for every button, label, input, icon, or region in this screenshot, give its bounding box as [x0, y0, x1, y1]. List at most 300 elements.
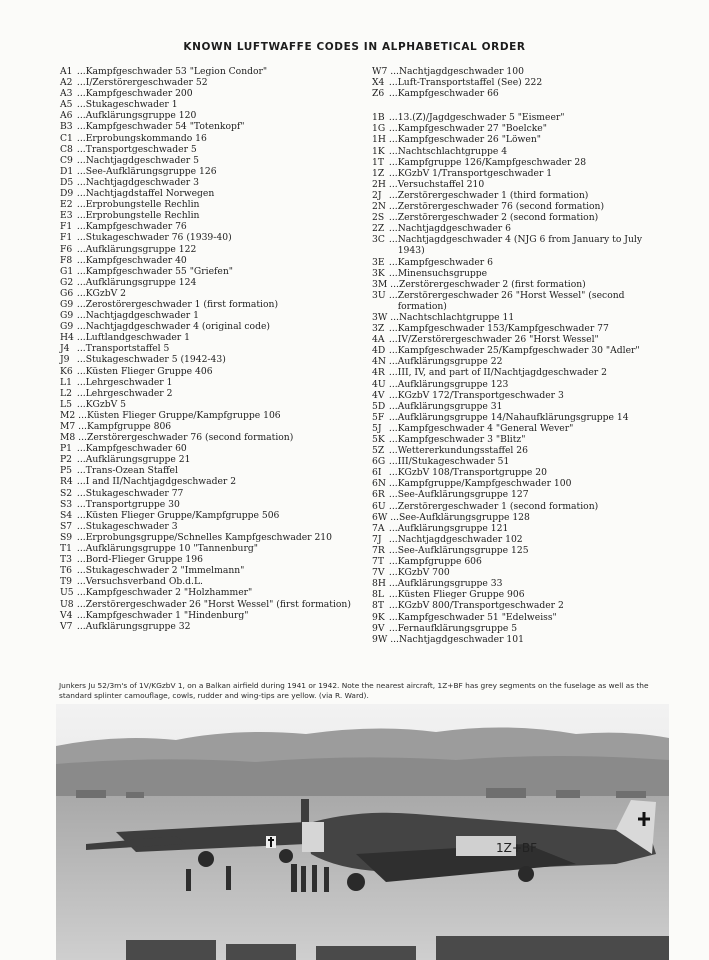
unit-name: Küsten Flieger Gruppe 906: [397, 589, 525, 601]
code-separator: ...: [386, 378, 398, 390]
code-separator: ...: [74, 276, 86, 288]
code-entry: [372, 467, 670, 478]
unit-name: Nachtjagdgeschwader 3: [85, 176, 199, 188]
unit-code: A2: [60, 77, 73, 89]
unit-code: S9: [60, 531, 73, 543]
code-list-right: [372, 66, 670, 645]
unit-name: Zerstörergeschwader 1 (third formation): [397, 189, 589, 201]
code-separator: ...: [386, 567, 398, 579]
code-entry: [60, 66, 355, 77]
code-entry: [372, 589, 670, 600]
code-separator: ...: [74, 576, 86, 588]
code-entry: [60, 188, 355, 199]
unit-name: Aufklärungsgruppe 123: [397, 378, 509, 390]
code-separator: ...: [74, 498, 86, 510]
unit-code: R4: [60, 476, 73, 488]
unit-name: Aufklärungsgruppe 120: [85, 110, 197, 122]
unit-name: Kampfgeschwader 66: [397, 88, 499, 100]
list-gap: [372, 99, 670, 112]
unit-name: Wettererkundungsstaffel 26: [397, 445, 528, 457]
code-separator: ...: [74, 254, 86, 266]
code-separator: ...: [74, 387, 86, 399]
unit-name: See-Aufklärungsgruppe 128: [398, 511, 530, 523]
unit-name: Zerstörergeschwader 2 (second formation): [397, 212, 599, 224]
unit-code: A3: [60, 88, 73, 100]
code-separator: ...: [386, 123, 398, 135]
code-separator: ...: [386, 367, 398, 379]
code-separator: ...: [386, 422, 398, 434]
unit-name: Versuchstaffel 210: [397, 178, 485, 190]
code-entry: [60, 299, 355, 310]
unit-code: 5K: [372, 434, 385, 445]
unit-name: Nachtjagdgeschwader 6: [397, 223, 511, 235]
unit-name: IV/Zerstörergeschwader 26 "Horst Wessel": [397, 334, 599, 346]
unit-name: Zerstörergeschwader 76 (second formation): [397, 201, 605, 213]
code-separator: ...: [386, 400, 398, 412]
code-entry: [60, 99, 355, 110]
code-separator: ...: [74, 243, 86, 255]
code-entry: [60, 88, 355, 99]
code-entry: [372, 223, 670, 234]
unit-code: D1: [60, 165, 74, 177]
unit-name: Kampfgeschwader 1 "Hindenburg": [85, 609, 249, 621]
code-entry: [372, 434, 670, 445]
unit-name: Aufklärungsgruppe 14/Nahaufklärungsgruppe 14: [397, 411, 629, 423]
code-separator: ...: [387, 311, 399, 323]
code-separator: ...: [386, 189, 398, 201]
code-entry: [372, 88, 670, 99]
unit-name: Nachtjagdgeschwader 4 (original code): [85, 321, 270, 333]
unit-code: J4: [60, 343, 70, 355]
code-separator: ...: [386, 234, 398, 246]
unit-code: 8T: [372, 600, 384, 612]
unit-name: Kampfgeschwader 55 "Griefen": [85, 265, 234, 277]
code-entry: [60, 476, 355, 487]
unit-code: 7J: [372, 533, 382, 545]
unit-code: 2H: [372, 178, 386, 190]
code-separator: ...: [386, 289, 398, 301]
airfield-photo-drawing: [56, 704, 669, 960]
unit-code: 4V: [372, 389, 385, 401]
unit-name: Erprobungsgruppe/Schnelles Kampfgeschwader 210: [85, 531, 332, 543]
unit-name: Nachtschlachtgruppe 11: [398, 311, 515, 323]
unit-code: H4: [60, 332, 74, 344]
unit-code: 3Z: [372, 323, 385, 335]
code-separator: ...: [386, 445, 398, 457]
code-separator: ...: [75, 409, 87, 421]
unit-code: T6: [60, 565, 72, 577]
code-separator: ...: [74, 99, 86, 111]
code-separator: ...: [75, 432, 87, 444]
code-entry: [60, 332, 355, 343]
code-separator: ...: [74, 476, 86, 488]
code-separator: ...: [74, 487, 86, 499]
code-separator: ...: [74, 609, 86, 621]
unit-code: 3K: [372, 267, 385, 279]
unit-code: K6: [60, 365, 73, 377]
unit-code: F1: [60, 232, 73, 244]
unit-name: Nachtjagdgeschwader 100: [398, 66, 524, 77]
code-entry: [60, 443, 355, 454]
code-entry: [372, 356, 670, 367]
code-separator: ...: [74, 188, 86, 200]
airfield-photo: [56, 704, 669, 960]
code-entry: [372, 312, 670, 323]
unit-name: Kampfgeschwader 53 "Legion Condor": [85, 66, 268, 77]
code-separator: ...: [74, 165, 86, 177]
unit-code: T9: [60, 576, 72, 588]
code-entry: [372, 157, 670, 168]
unit-code: V4: [60, 609, 73, 621]
unit-code: 3M: [372, 278, 388, 290]
unit-name: Minensuchsgruppe: [397, 267, 488, 279]
unit-name: Stukageschwader 3: [85, 520, 178, 532]
unit-name: Stukageschwader 76 (1939-40): [85, 232, 232, 244]
code-entry: [372, 501, 670, 512]
unit-code: P1: [60, 443, 73, 455]
unit-name: Zerostörergeschwader 1 (first formation): [85, 298, 279, 310]
unit-code: Z6: [372, 88, 385, 100]
unit-code: A6: [60, 110, 73, 122]
code-entry: [372, 257, 670, 268]
unit-code: 9K: [372, 611, 385, 623]
code-separator: ...: [386, 589, 398, 601]
unit-name: Luft-Transportstaffel (See) 222: [397, 77, 543, 89]
unit-name: Aufklärungsgruppe 32: [85, 620, 191, 632]
unit-code: E2: [60, 199, 73, 211]
unit-name: Stukageschwader 1: [85, 99, 178, 111]
unit-name: Kampfgeschwader 40: [85, 254, 187, 266]
unit-code: J9: [60, 354, 70, 366]
code-entry: [60, 421, 355, 432]
code-entry: [60, 77, 355, 88]
code-separator: ...: [74, 565, 86, 577]
unit-name: Kampfgeschwader 27 "Boelcke": [397, 123, 547, 135]
unit-name: KGzbV 800/Transportgeschwader 2: [397, 600, 564, 612]
unit-code: 8H: [372, 578, 386, 590]
unit-code: C9: [60, 154, 73, 166]
unit-name: Zerstörergeschwader 26 "Horst Wessel" (second formation): [397, 289, 625, 312]
code-separator: ...: [74, 520, 86, 532]
code-separator: ...: [386, 544, 398, 556]
unit-code: 3E: [372, 256, 385, 268]
code-entry: [372, 379, 670, 390]
unit-name: Kampfgeschwader 26 "Löwen": [397, 134, 542, 146]
unit-name: Aufklärungsgruppe 121: [397, 522, 509, 534]
code-entry: [60, 499, 355, 510]
unit-name: Nachtjagdgeschwader 101: [398, 633, 524, 645]
code-separator: ...: [74, 298, 86, 310]
code-entry: [372, 534, 670, 545]
code-entry: [372, 323, 670, 334]
code-entry: [372, 600, 670, 611]
unit-code: 6N: [372, 478, 386, 490]
code-entry: [372, 445, 670, 456]
code-entry: [60, 321, 355, 332]
unit-code: 4N: [372, 356, 386, 368]
unit-name: Kampfgeschwader 51 "Edelweiss": [397, 611, 557, 623]
code-separator: ...: [386, 622, 398, 634]
unit-code: E3: [60, 210, 73, 222]
code-entry: [60, 410, 355, 421]
unit-name: Stukageschwader 77: [85, 487, 184, 499]
code-separator: ...: [386, 434, 398, 445]
unit-code: S3: [60, 498, 73, 510]
unit-code: S4: [60, 509, 73, 521]
code-entry: [60, 155, 355, 166]
unit-code: 6G: [372, 456, 386, 468]
code-separator: ...: [386, 522, 398, 534]
unit-name: Zerstörergeschwader 1 (second formation): [397, 500, 599, 512]
unit-name: III/Stukageschwader 51: [397, 456, 510, 468]
code-separator: ...: [386, 600, 398, 612]
code-entry: [60, 587, 355, 598]
unit-name: Aufklärungsgruppe 33: [397, 578, 503, 590]
unit-code: T1: [60, 543, 72, 555]
code-entry: [60, 366, 355, 377]
code-separator: ...: [386, 389, 398, 401]
code-separator: ...: [74, 176, 86, 188]
unit-code: G9: [60, 321, 74, 333]
code-entry: [372, 279, 670, 290]
code-separator: ...: [386, 411, 398, 423]
code-separator: ...: [74, 376, 86, 388]
code-entry: [60, 465, 355, 476]
unit-name: Nachtjagdstaffel Norwegen: [85, 188, 215, 200]
unit-name: Kampfgeschwader 54 "Totenkopf": [85, 121, 245, 133]
unit-code: 7V: [372, 567, 385, 579]
code-separator: ...: [386, 323, 398, 335]
unit-code: 6R: [372, 489, 385, 501]
code-separator: ...: [74, 343, 86, 355]
unit-code: 1Z: [372, 167, 385, 179]
unit-code: S2: [60, 487, 73, 499]
unit-name: Fernaufklärungsgruppe 5: [397, 622, 518, 634]
code-entry: [60, 610, 355, 621]
code-separator: ...: [74, 443, 86, 455]
code-entry: [60, 199, 355, 210]
code-entry: [60, 454, 355, 465]
page-title: KNOWN LUFTWAFFE CODES IN ALPHABETICAL ORDER: [183, 41, 526, 53]
unit-name: Zerstörergeschwader 2 (first formation): [398, 278, 586, 290]
unit-code: D9: [60, 188, 74, 200]
code-entry: [372, 334, 670, 345]
unit-code: 8L: [372, 589, 384, 601]
unit-name: Nachtjagdgeschwader 4 (NJG 6 from January to July 1943): [397, 234, 643, 257]
unit-name: KGzbV 2: [85, 287, 127, 299]
code-separator: ...: [386, 533, 398, 545]
unit-code: 7A: [372, 522, 385, 534]
unit-code: F8: [60, 254, 73, 266]
code-separator: ...: [74, 77, 86, 89]
code-entry: [60, 532, 355, 543]
unit-name: Kampfgruppe/Kampfgeschwader 100: [397, 478, 572, 490]
code-list-right-main: [372, 112, 670, 645]
unit-name: Aufklärungsgruppe 22: [397, 356, 503, 368]
unit-name: Kampfgeschwader 153/Kampfgeschwader 77: [397, 323, 609, 335]
code-separator: ...: [74, 232, 86, 244]
unit-code: 5J: [372, 422, 382, 434]
unit-name: Transportgeschwader 5: [85, 143, 197, 155]
code-separator: ...: [386, 345, 398, 357]
unit-code: 3W: [372, 311, 388, 323]
unit-name: KGzbV 700: [397, 567, 450, 579]
unit-code: 1T: [372, 156, 384, 168]
code-entry: [372, 66, 670, 77]
code-separator: ...: [386, 334, 398, 346]
code-separator: ...: [386, 500, 398, 512]
code-entry: [372, 201, 670, 212]
unit-name: Aufklärungsgruppe 21: [85, 454, 191, 466]
code-separator: ...: [74, 620, 86, 632]
unit-name: Kampfgruppe 806: [86, 421, 172, 432]
code-entry: [60, 576, 355, 587]
unit-code: 5D: [372, 400, 386, 412]
unit-code: A5: [60, 99, 73, 111]
code-separator: ...: [386, 156, 398, 168]
code-entry: [60, 343, 355, 354]
unit-code: P2: [60, 454, 73, 466]
code-separator: ...: [386, 556, 398, 568]
unit-name: I/Zerstörergeschwader 52: [85, 77, 208, 89]
unit-name: Kampfgeschwader 3 "Blitz": [397, 434, 526, 445]
code-entry: [372, 512, 670, 523]
unit-name: Erprobungstelle Rechlin: [85, 199, 200, 211]
code-separator: ...: [386, 167, 398, 179]
code-separator: ...: [386, 88, 398, 100]
unit-code: D5: [60, 176, 74, 188]
code-entry: [60, 210, 355, 221]
unit-name: KGzbV 1/Transportgeschwader 1: [397, 167, 553, 179]
code-entry: [372, 268, 670, 279]
unit-code: W7: [372, 66, 388, 77]
unit-code: 9W: [372, 633, 388, 645]
unit-code: 1H: [372, 134, 386, 146]
unit-code: 4D: [372, 345, 386, 357]
code-entry: [372, 623, 670, 634]
unit-code: B3: [60, 121, 73, 133]
unit-name: Lehrgeschwader 1: [85, 376, 173, 388]
code-separator: ...: [74, 287, 86, 299]
unit-code: G6: [60, 287, 74, 299]
unit-name: Kampfgeschwader 6: [397, 256, 493, 268]
unit-code: V7: [60, 620, 73, 632]
code-separator: ...: [74, 354, 86, 366]
code-separator: ...: [74, 509, 86, 521]
unit-name: Transportgruppe 30: [85, 498, 180, 510]
code-entry: [372, 77, 670, 88]
unit-code: G2: [60, 276, 74, 288]
code-entry: [60, 377, 355, 388]
code-separator: ...: [74, 465, 86, 477]
unit-code: 7T: [372, 556, 384, 568]
unit-code: 2J: [372, 189, 382, 201]
aircraft-marking: 1Z+BF: [496, 841, 538, 855]
unit-code: G9: [60, 310, 74, 322]
unit-name: Kampfgeschwader 60: [85, 443, 187, 455]
code-entry: [60, 388, 355, 399]
unit-code: C8: [60, 143, 73, 155]
unit-name: Kampfgeschwader 76: [85, 221, 187, 233]
unit-name: Bord-Flieger Gruppe 196: [85, 554, 203, 566]
code-entry: [372, 146, 670, 157]
unit-name: Kampfgeschwader 2 "Holzhammer": [85, 587, 253, 599]
unit-name: Aufklärungsgruppe 31: [397, 400, 503, 412]
unit-code: 3U: [372, 289, 386, 301]
code-entry: [372, 578, 670, 589]
unit-name: Kampfgeschwader 200: [85, 88, 193, 100]
code-entry: [372, 367, 670, 378]
code-entry: [60, 521, 355, 532]
unit-name: Küsten Flieger Gruppe/Kampfgruppe 106: [86, 409, 281, 421]
code-entry: [372, 168, 670, 179]
code-entry: [60, 266, 355, 277]
code-separator: ...: [74, 543, 86, 555]
code-entry: [60, 288, 355, 299]
code-entry: [60, 232, 355, 243]
unit-code: G9: [60, 298, 74, 310]
code-separator: ...: [74, 221, 86, 233]
unit-code: M7: [60, 421, 76, 432]
unit-name: Kampfgeschwader 25/Kampfgeschwader 30 "Adler": [397, 345, 640, 357]
code-entry: [60, 399, 355, 410]
unit-name: Luftlandgeschwader 1: [85, 332, 190, 344]
unit-name: Aufklärungsgruppe 10 "Tannenburg": [85, 543, 258, 555]
code-entry: [60, 565, 355, 576]
code-entry: [372, 290, 670, 312]
unit-name: Stukageschwader 2 "Immelmann": [85, 565, 245, 577]
unit-code: 9V: [372, 622, 385, 634]
code-separator: ...: [387, 633, 399, 645]
unit-name: Nachtjagdgeschwader 102: [397, 533, 523, 545]
code-separator: ...: [386, 267, 398, 279]
unit-name: I and II/Nachtjagdgeschwader 2: [85, 476, 237, 488]
code-separator: ...: [74, 321, 86, 333]
unit-name: III, IV, and part of II/Nachtjagdgeschwader 2: [397, 367, 607, 379]
code-separator: ...: [74, 531, 86, 543]
code-entry: [60, 488, 355, 499]
code-separator: ...: [386, 145, 398, 157]
unit-name: Lehrgeschwader 2: [85, 387, 173, 399]
code-separator: ...: [386, 489, 398, 501]
code-separator: ...: [74, 265, 86, 277]
code-separator: ...: [74, 210, 86, 222]
code-separator: ...: [386, 256, 398, 268]
code-separator: ...: [74, 154, 86, 166]
unit-code: 6U: [372, 500, 386, 512]
code-entry: [60, 621, 355, 632]
unit-code: 2Z: [372, 223, 385, 235]
unit-code: G1: [60, 265, 74, 277]
code-separator: ...: [386, 456, 398, 468]
unit-code: C1: [60, 132, 73, 144]
code-entry: [372, 134, 670, 145]
unit-name: Kampfgruppe 126/Kampfgeschwader 28: [397, 156, 587, 168]
unit-code: 2S: [372, 212, 385, 224]
unit-name: Zerstörergeschwader 76 (second formation): [86, 432, 294, 444]
code-entry: [372, 478, 670, 489]
code-separator: ...: [74, 554, 86, 566]
code-entry: [372, 412, 670, 423]
code-separator: ...: [74, 454, 86, 466]
code-separator: ...: [74, 587, 86, 599]
code-entry: [372, 123, 670, 134]
unit-name: Kampfgruppe 606: [397, 556, 482, 568]
code-entry: [60, 144, 355, 155]
unit-name: Nachtjagdgeschwader 1: [85, 310, 199, 322]
unit-code: 6I: [372, 467, 382, 479]
code-entry: [60, 277, 355, 288]
